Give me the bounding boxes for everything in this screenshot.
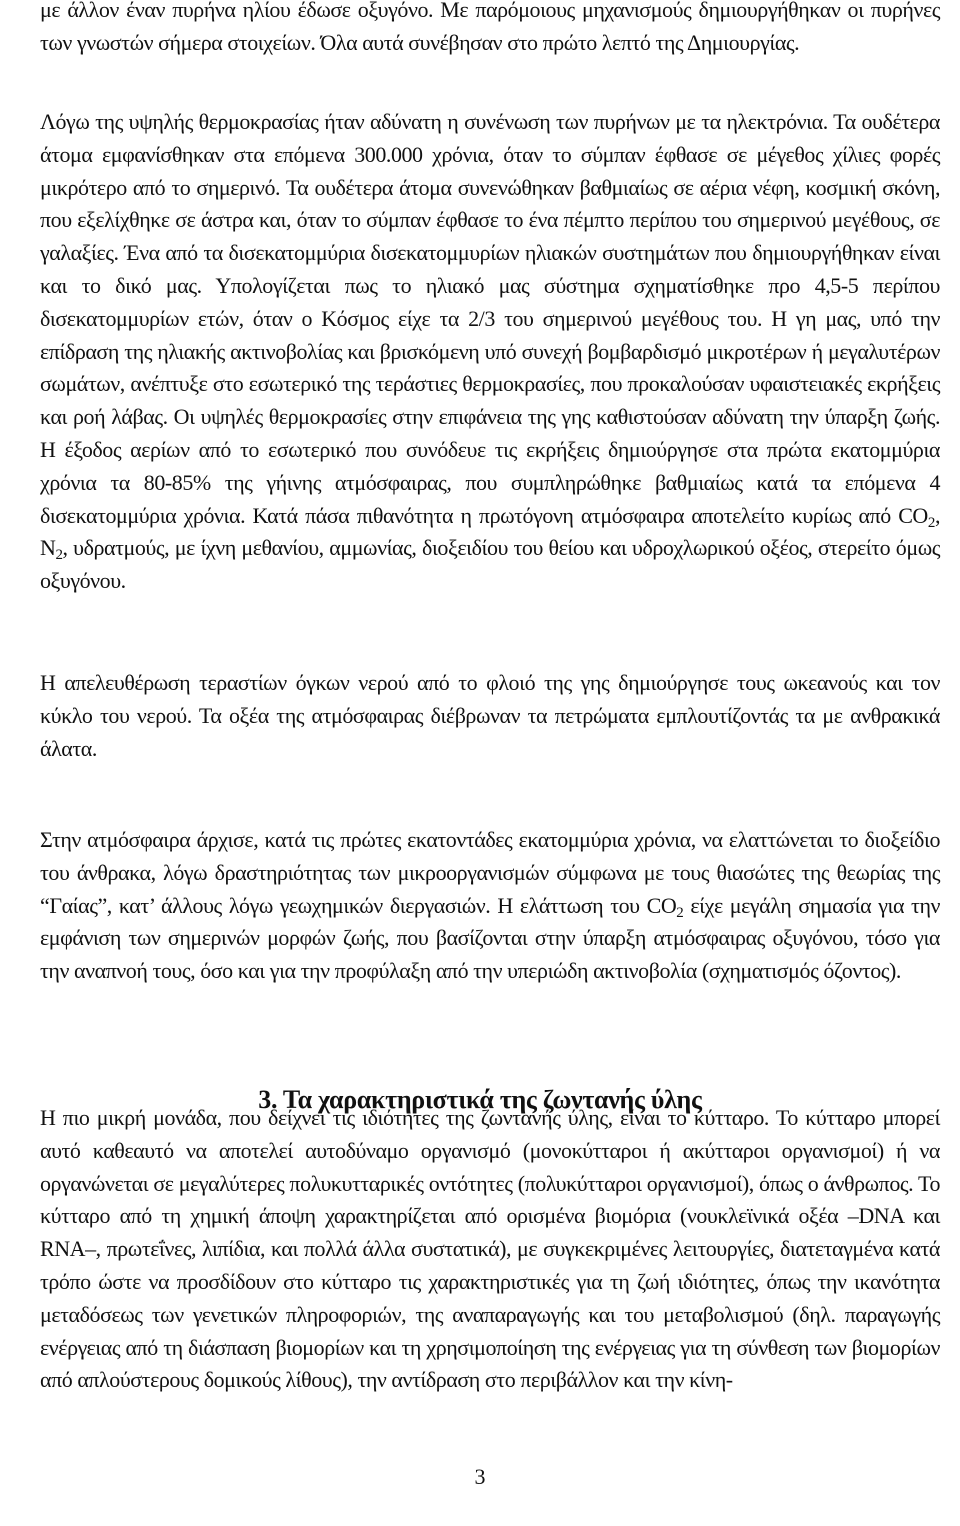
paragraph-3 [40,667,940,765]
paragraph-2-part-a: Λόγω της υψηλής θερμοκρασίας ήταν αδύνατη η συνένωση των πυρήνων με τα ηλεκτρόνια. Τα ουδέτερα άτομα εμφανίσθηκαν στα επόμενα 300.000 χρόνια, όταν το σύμπαν έφθασε σε μέγεθος χίλιες φορές μικρότερο από το σημερινό. Τα ουδέτερα άτομα συνενώθηκαν βαθμιαίως σε αέρια νέφη, κοσμική σκόνη, που εξελίχθηκε σε άστρα και, όταν το σύμπαν έφθασε το ένα πέμπτο περίπου του σημερινού μεγέθους, σε γαλαξίες. Ένα από τα δισεκατομμύρια δισεκατομμυρίων ηλιακών συστημάτων που δημιουργήθηκαν είναι και το δικό μας. Υπολογίζεται πως το ηλιακό μας σύστημα σχηματίσθηκε προ 4,5-5 περίπου δισεκατομμυρίων ετών, όταν ο Κόσμος είχε τα 2/3 του σημερινού μεγέθους του. Η γη μας, υπό την επίδραση της ηλιακής ακτινοβολίας και βρισκόμενη υπό συνεχή βομβαρδισμό μικροτέρων ή μεγαλυτέρων σωμάτων, ανέπτυξε στο εσωτερικό της τεράστιες θερμοκρασίες, που προκαλούσαν υφαιστειακές εκρήξεις και ροή λάβας. Οι υψηλές θερμοκρασίες στην επιφάνεια της γης καθιστούσαν αδύνατη την ύπαρξη ζωής. Η έξοδος αερίων από το εσωτερικό που συνόδευε τις εκρήξεις δημιούργησε στα πρώτα εκατομμύρια χρόνια τα 80-85% της γήινης ατμόσφαιρας, που συμπληρώθηκε βαθμιαίως κατά τα επόμενα 4 δισεκατομμύρια χρόνια. Κατά πάσα πιθανότητα η πρωτόγονη ατμόσφαιρα αποτελείτο κυρίως από CO [40,109,940,528]
paragraph-4-text [40,824,940,988]
paragraph-4-part-b: είχε μεγάλη σημασία για την εμφάνιση των σημερινών μορφών ζωής, που βασίζονται στην ύπαρξη ατμόσφαιρας οξυγόνου, τόσο για την αναπνοή τους, όσο και για την προφύλαξη από την υπεριώδη ακτινοβολία (σχηματισμός όζοντος). [40,892,940,984]
paragraph-2-part-c: , υδρατμούς, με ίχνη μεθανίου, αμμωνίας, διοξειδίου του θείου και υδροχλωρικού οξέος, στερείτο όμως οξυγόνου. [40,535,940,594]
paragraph-4-part-a: Στην ατμόσφαιρα άρχισε, κατά τις πρώτες εκατοντάδες εκατομμύρια χρόνια, να ελαττώνεται το διοξείδιο του άνθρακα, λόγω δραστηριότητας των μικροοργανισμών σύμφωνα με τους θιασώτες της θεωρίας της “Γαίας”, κατ’ άλλους λόγω γεωχημικών διεργασιών. Η ελάττωση του CO [40,827,940,918]
paragraph-2-part-b: , N [40,502,940,561]
paragraph-2 [40,106,940,598]
n2-subscript: 2 [55,547,63,564]
paragraph-1 [40,0,940,60]
paragraph-1-text: με άλλον έναν πυρήνα ηλίου έδωσε οξυγόνο. Με παρόμοιους μηχανισμούς δημιουργήθηκαν οι πυρήνες των γνωστών σήμερα στοιχείων. Όλα αυτά συνέβησαν στο πρώτο λεπτό της Δημιουργίας. [40,0,940,55]
section-heading: 3. Τα χαρακτηριστικά της ζωντανής ύλης [258,1084,702,1114]
paragraph-3-text: Η απελευθέρωση τεραστίων όγκων νερού από το φλοιό της γης δημιούργησε τους ωκεανούς και τον κύκλο του νερού. Τα οξέα της ατμόσφαιρας διέβρωναν τα πετρώματα εμπλουτίζοντάς τα με ανθρακικά άλατα. [40,670,940,761]
section-paragraph [40,1102,940,1397]
paragraph-2-text [40,106,940,598]
section-paragraph-text: Η πιο μικρή μονάδα, που δείχνει τις ιδιότητες της ζωντανής ύλης, είναι το κύτταρο. Το κύτταρο μπορεί αυτό καθεαυτό να αποτελεί αυτοδύναμο οργανισμό (μονοκύτταροι ή ακύτταροι οργανισμοί) ή να οργανώνεται σε μεγαλύτερες πολυκυτταρικές οντότητες (πολυκύτταροι οργανισμοί), όπως ο άνθρωπος. Το κύτταρο από τη χημική άποψη χαρακτηρίζεται από ορισμένα βιομόρια (νουκλεϊνικά οξέα –DNA και RNA–, πρωτεΐνες, λιπίδια, και πολλά άλλα συστατικά), με συγκεκριμένες λειτουργίες, διατεταγμένα κατά τρόπο ώστε να προσδίδουν στο κύτταρο τις χαρακτηριστικές για τη ζωή ιδιότητες, όπως την ικανότητα μεταδόσεως των γενετικών πληροφοριών, της αναπαραγωγής και του μεταβολισμού (δηλ. παραγωγής ενέργειας από τη διάσπαση βιομορίων και τη χρησιμοποίηση της ενέργειας για τη σύνθεση των βιομορίων από απλούστερους δομικούς λίθους), την αντίδραση στο περιβάλλον και την κίνη- [40,1105,940,1393]
co2-subscript: 2 [676,904,684,921]
page-number: 3 [474,1464,486,1489]
paragraph-4 [40,824,940,988]
co2-subscript: 2 [927,514,935,531]
